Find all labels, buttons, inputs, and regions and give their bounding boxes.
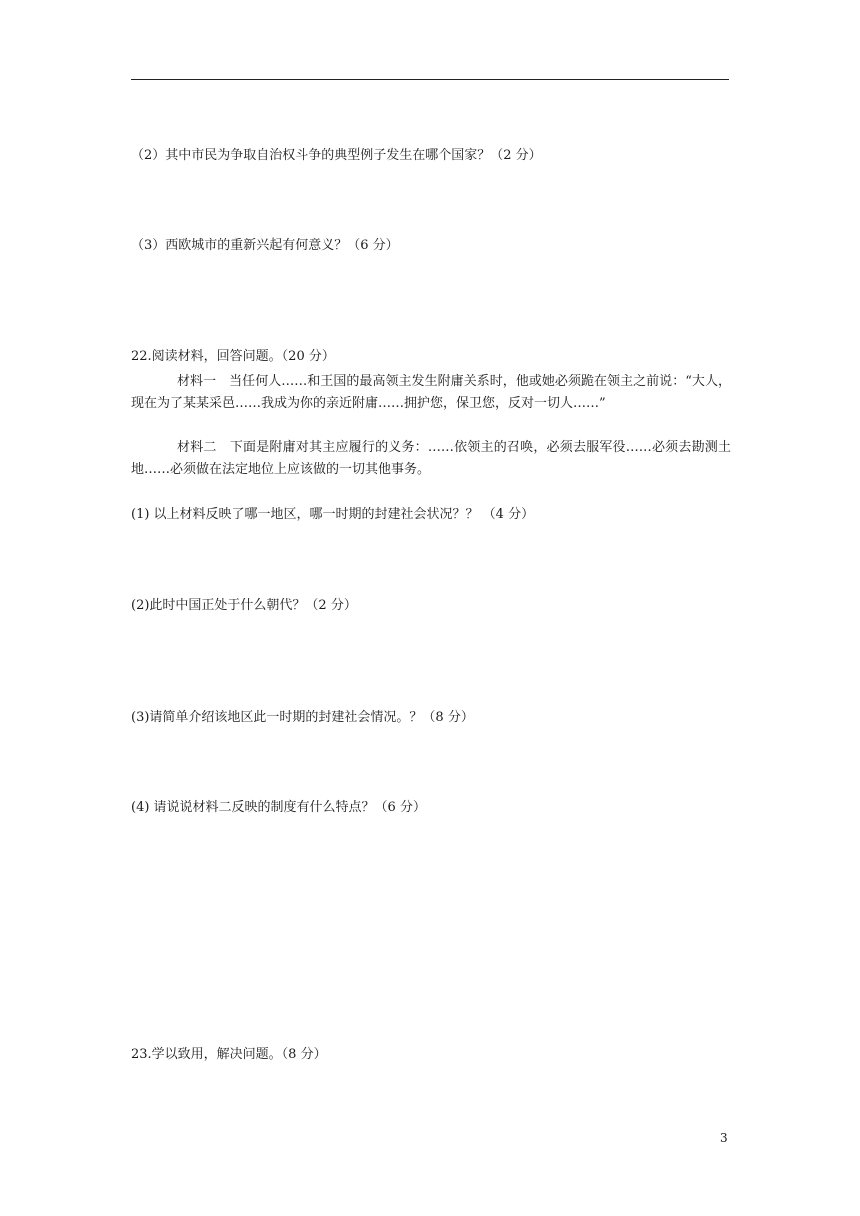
- question-22-material-1: 材料一 当任何人……和王国的最高领主发生附庸关系时，他或她必须跪在领主之前说：“大人，现在为了某某采邑……我成为你的亲近附庸……拥护您，保卫您，反对一切人……”: [131, 374, 731, 411]
- question-22-3: (3)请简单介绍该地区此一时期的封建社会情况。？（8 分）: [131, 710, 474, 725]
- question-21-2: （2）其中市民为争取自治权斗争的典型例子发生在哪个国家？（2 分）: [131, 148, 542, 163]
- question-22-2: (2)此时中国正处于什么朝代？（2 分）: [131, 598, 357, 613]
- header-rule: [131, 79, 729, 80]
- question-22-material-2: 材料二 下面是附庸对其主应履行的义务：……依领主的召唤，必须去服军役……必须去勘测土地……必须做在法定地位上应该做的一切其他事务。: [131, 440, 731, 477]
- page-number: 3: [720, 1131, 728, 1145]
- question-23-title: 23.学以致用，解决问题。（8 分）: [131, 1047, 327, 1062]
- question-22-4: (4) 请说说材料二反映的制度有什么特点？（6 分）: [131, 800, 426, 815]
- question-22-1: (1) 以上材料反映了哪一地区，哪一时期的封建社会状况？？ （4 分）: [131, 507, 535, 522]
- question-22-title: 22.阅读材料，回答问题。（20 分）: [131, 349, 335, 364]
- question-21-3: （3）西欧城市的重新兴起有何意义？（6 分）: [131, 238, 399, 253]
